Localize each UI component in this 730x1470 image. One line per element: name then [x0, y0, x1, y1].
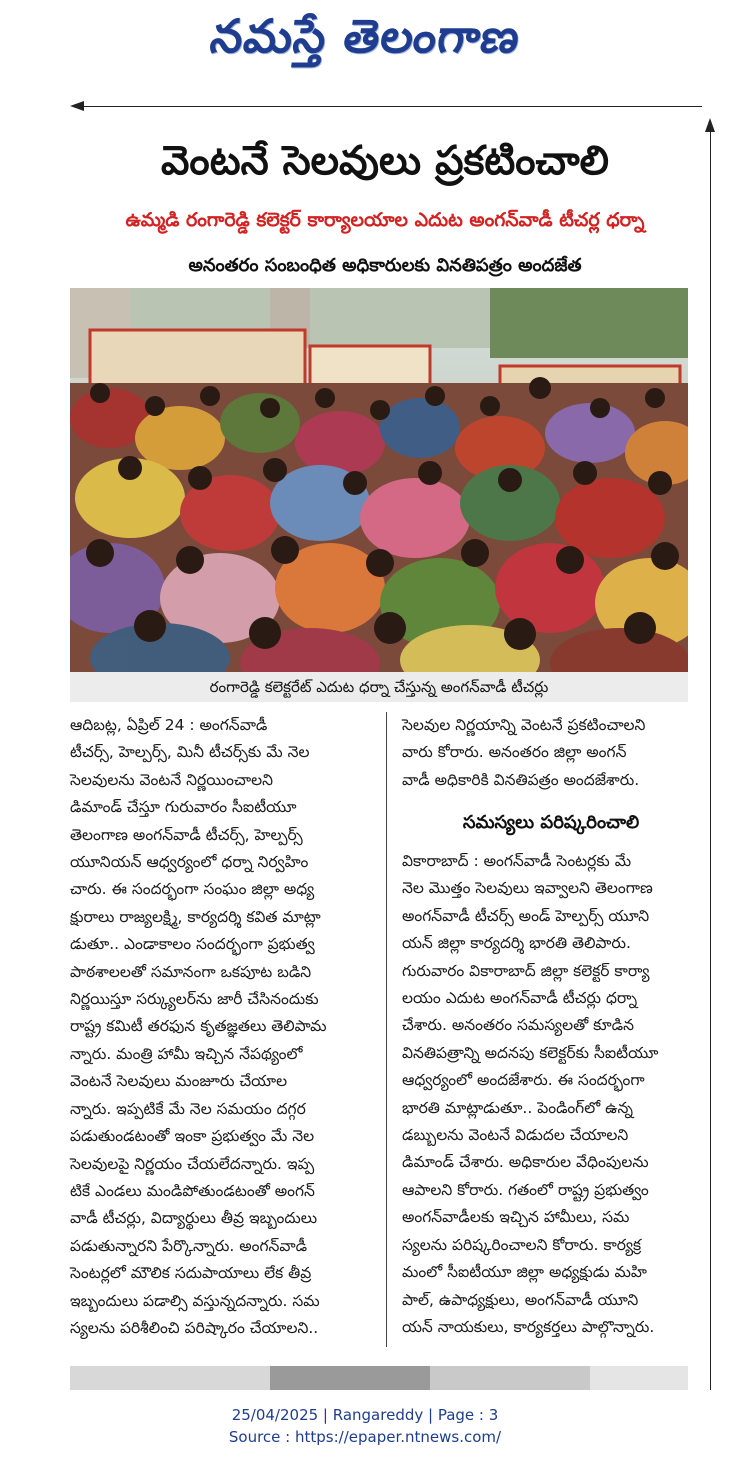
- right-column-line: డిమాండ్ చేశారు. అధికారుల వేధింపులను: [402, 1153, 649, 1172]
- protest-photo-illustration: [70, 288, 688, 672]
- page-footer: [0, 1404, 730, 1448]
- section-heading: సమస్యలు పరిష్కరించాలి: [462, 812, 640, 833]
- left-column-line: వాడీ టీచర్లు, విద్యార్థులు తీవ్ర ఇబ్బందులు: [70, 1209, 318, 1228]
- protest-photo: [70, 288, 688, 672]
- masthead: [0, 6, 730, 78]
- left-column-line: టీచర్స్, హెల్పర్స్, మినీ టీచర్స్‌కు మే నెల: [70, 743, 310, 762]
- right-rule: [710, 128, 711, 1390]
- right-column-line: లయం ఎదుట అంగన్‌వాడీ టీచర్లు ధర్నా: [402, 989, 638, 1008]
- left-column-line: వెంటనే సెలవులు మంజూరు చేయాల: [70, 1072, 288, 1091]
- left-column-line: స్యలను పరిశీలించి పరిష్కారం చేయాలని..: [70, 1318, 319, 1337]
- left-column-line: టికే ఎండలు మండిపోతుండటంతో అంగన్: [70, 1181, 315, 1200]
- left-column-line: క్షురాలు రాజ్యలక్ష్మి, కార్యదర్శి కవిత మాట్లా: [70, 907, 321, 926]
- right-column-line: వారు కోరారు. అనంతరం జిల్లా అంగన్: [402, 743, 627, 762]
- right-column-line: అంగన్‌వాడీలకు ఇచ్చిన హామీలు, సమ: [402, 1208, 630, 1227]
- right-column-line: పాల్, ఉపాధ్యక్షులు, అంగన్‌వాడీ యూని: [402, 1290, 639, 1309]
- right-column-line: వినతిపత్రాన్ని అదనపు కలెక్టర్‌కు సీఐటీయూ: [402, 1043, 659, 1062]
- right-column-line: వాడీ అధికారికి వినతిపత్రం అందజేశారు.: [402, 770, 640, 789]
- right-column-line: యన్ జిల్లా కార్యదర్శి భారతి తెలిపారు.: [402, 934, 631, 953]
- left-column-line: పడుతున్నారని పేర్కొన్నారు. అంగన్‌వాడీ: [70, 1236, 308, 1255]
- left-column-line: డుతూ.. ఎండాకాలం సందర్భంగా ప్రభుత్వ: [70, 935, 315, 954]
- left-column-line: న్నారు. ఇప్పటికే మే నెల సమయం దగ్గర: [70, 1099, 306, 1118]
- left-column-line: సెలవులపై నిర్ణయం చేయలేదన్నారు. ఇప్ప: [70, 1154, 315, 1173]
- article-left-column: [70, 712, 368, 1342]
- next-article-image: [70, 1366, 688, 1390]
- left-column-line: ఆదిబట్ల, ఏప్రిల్ 24 : అంగన్‌వాడీ: [70, 716, 268, 734]
- left-column-line: చారు. ఈ సందర్భంగా సంఘం జిల్లా అధ్య: [70, 880, 315, 899]
- left-column-line: రాష్ట్ర కమిటీ తరఫున కృతజ్ఞతలు తెలిపామ: [70, 1017, 327, 1036]
- newspaper-title: నమస్తే తెలంగాణ: [207, 9, 525, 63]
- right-column-line: అంగన్‌వాడీ టీచర్స్ అండ్ హెల్పర్స్ యూని: [402, 906, 650, 925]
- left-column-line: పాఠశాలలతో సమానంగా ఒకపూట బడిని: [70, 962, 312, 981]
- left-column-line: నిర్ణయిస్తూ సర్క్యులర్‌ను జారీ చేసినందుకు: [70, 990, 319, 1009]
- right-column-line: భారతి మాట్లాడుతూ.. పెండింగ్‌లో ఉన్న: [402, 1098, 633, 1117]
- right-column-line: ఆపాలని కోరారు. గతంలో రాష్ట్ర ప్రభుత్వం: [402, 1180, 649, 1199]
- article-subhead-red: ఉమ్మడి రంగారెడ్డి కలెక్టర్ కార్యాలయాల ఎదుట అంగన్‌వాడీ టీచర్ల ధర్నా: [125, 209, 645, 231]
- article-headline: వెంటనే సెలవులు ప్రకటించాలి: [160, 138, 609, 184]
- footer-source: Source : https://epaper.ntnews.com/: [228, 1428, 502, 1446]
- right-column-line: మంలో సీఐటీయూ జిల్లా అధ్యక్షుడు మహి: [402, 1263, 647, 1282]
- left-column-line: సెంటర్లలో మౌలిక సదుపాయాలు లేక తీవ్ర: [70, 1264, 312, 1283]
- right-column-line: యన్ నాయకులు, కార్యకర్తలు పాల్గొన్నారు.: [402, 1317, 655, 1336]
- right-column-line: వికారాబాద్ : అంగన్‌వాడీ సెంటర్లకు మే: [402, 852, 632, 870]
- left-column-line: తెలంగాణ అంగన్‌వాడీ టీచర్స్, హెల్పర్స్: [70, 825, 303, 844]
- left-column-line: ఇబ్బందులు పడాల్సి వస్తున్నదన్నారు. సమ: [70, 1291, 320, 1310]
- left-column-line: సెలవులను వెంటనే నిర్ణయించాలని: [70, 770, 273, 789]
- column-divider: [386, 712, 387, 1347]
- left-column-line: పడుతుండటంతో ఇంకా ప్రభుత్వం మే నెల: [70, 1127, 315, 1146]
- right-column-line: గురువారం వికారాబాద్ జిల్లా కలెక్టర్ కార్యా: [402, 961, 650, 980]
- right-column-line: సెలవుల నిర్ణయాన్ని వెంటనే ప్రకటించాలని: [402, 716, 646, 734]
- footer-date-edition: 25/04/2025 | Rangareddy | Page : 3: [231, 1406, 499, 1424]
- photo-caption: రంగారెడ్డి కలెక్టరేట్ ఎదుట ధర్నా చేస్తున్న అంగన్‌వాడీ టీచర్లు: [70, 672, 688, 702]
- right-column-line: నెల మొత్తం సెలవులు ఇవ్వాలని తెలంగాణ: [402, 879, 653, 898]
- left-column-line: న్నారు. మంత్రి హామీ ఇచ్చిన నేపథ్యంలో: [70, 1044, 303, 1063]
- left-column-line: డిమాండ్ చేస్తూ గురువారం సీఐటీయూ: [70, 798, 297, 817]
- right-column-line: డబ్బులను వెంటనే విడుదల చేయాలని: [402, 1126, 629, 1145]
- right-column-line: చేశారు. అనంతరం సమస్యలతో కూడిన: [402, 1016, 634, 1035]
- top-rule: [78, 106, 702, 107]
- right-column-line: ఆధ్వర్యంలో అందజేశారు. ఈ సందర్భంగా: [402, 1071, 645, 1090]
- left-column-line: యూనియన్ ఆధ్వర్యంలో ధర్నా నిర్వహిం: [70, 853, 309, 872]
- article-subhead: అనంతరం సంబంధిత అధికారులకు వినతిపత్రం అందజేత: [188, 255, 582, 276]
- right-column-line: స్యలను పరిష్కరించాలని కోరారు. కార్యక్ర: [402, 1235, 642, 1254]
- article-right-column-bottom: [402, 848, 700, 1341]
- next-article-image-strip: [70, 1366, 688, 1390]
- article-right-column-top: [402, 712, 700, 794]
